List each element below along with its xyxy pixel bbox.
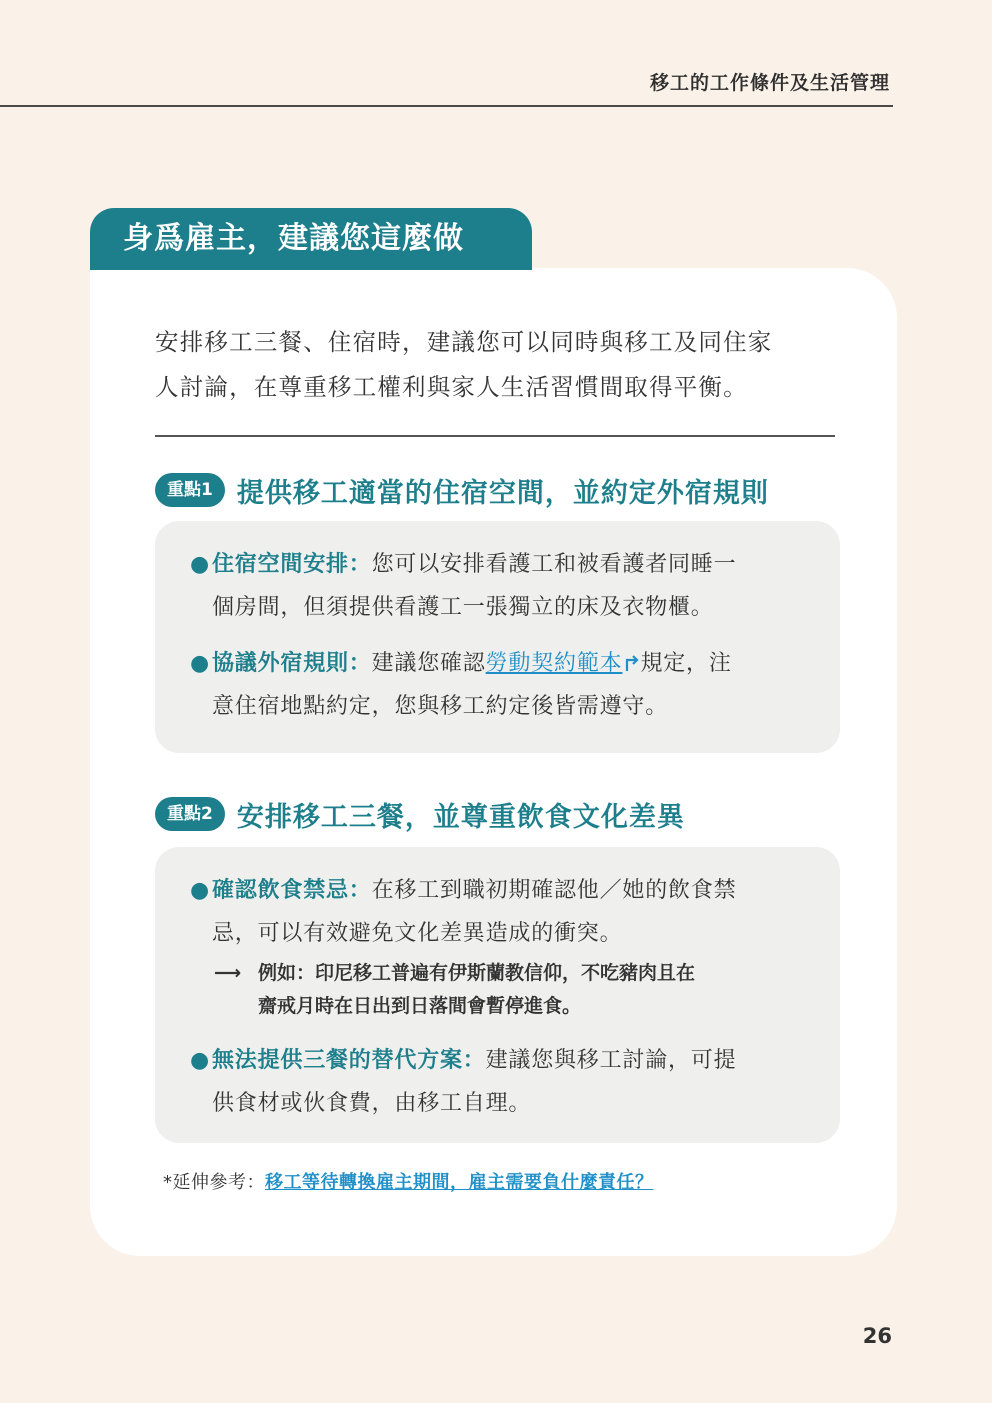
point-title: 提供移工適當的住宿空間，並約定外宿規則 xyxy=(236,477,769,509)
section-title: 身爲雇主，建議您這麼做 xyxy=(90,208,532,270)
running-header: 移工的工作條件及生活管理 xyxy=(649,72,890,94)
reference-prefix: *延伸參考： xyxy=(163,1172,265,1193)
header-rule xyxy=(0,105,893,107)
bullet-icon: ● xyxy=(190,651,210,676)
external-link-icon xyxy=(624,654,640,672)
point-badge: 重點2 xyxy=(155,797,225,831)
item-text: 個房間，但須提供看護工一張獨立的床及衣物櫃。 xyxy=(212,595,714,620)
intro-paragraph xyxy=(155,320,845,410)
arrow-icon: ⟶ xyxy=(214,962,242,984)
point-1-heading xyxy=(155,470,769,510)
list-item xyxy=(190,642,800,728)
further-reference xyxy=(163,1168,654,1194)
page-number: 26 xyxy=(862,1324,892,1348)
intro-line-2: 人討論，在尊重移工權利與家人生活習慣間取得平衡。 xyxy=(155,373,748,401)
bullet-icon: ● xyxy=(190,878,210,903)
item-text: 規定，注 xyxy=(640,651,732,676)
item-text: 建議您與移工討論，可提 xyxy=(485,1048,737,1073)
bullet-icon: ● xyxy=(190,1048,210,1073)
example-text: 齋戒月時在日出到日落間會暫停進食。 xyxy=(258,995,582,1017)
point-2-heading xyxy=(155,794,685,834)
list-item xyxy=(190,543,800,629)
item-text: 意住宿地點約定，您與移工約定後皆需遵守。 xyxy=(212,694,669,719)
list-item xyxy=(190,869,800,955)
item-label: 協議外宿規則： xyxy=(212,651,372,676)
item-label: 住宿空間安排： xyxy=(212,552,372,577)
labor-contract-link[interactable]: 勞動契約範本 xyxy=(486,651,641,676)
divider xyxy=(155,435,835,437)
bullet-icon: ● xyxy=(190,552,210,577)
item-label: 無法提供三餐的替代方案： xyxy=(212,1048,486,1073)
item-label: 確認飲食禁忌： xyxy=(212,878,372,903)
list-item xyxy=(190,1039,800,1125)
example-text: 例如：印尼移工普遍有伊斯蘭教信仰，不吃豬肉且在 xyxy=(258,962,696,984)
item-text: 建議您確認 xyxy=(371,651,486,676)
point-title: 安排移工三餐，並尊重飲食文化差異 xyxy=(236,801,685,833)
item-text: 忌，可以有效避免文化差異造成的衝突。 xyxy=(212,921,623,946)
item-text: 在移工到職初期確認他／她的飲食禁 xyxy=(371,878,737,903)
point-badge: 重點1 xyxy=(155,473,225,507)
reference-link[interactable]: 移工等待轉換雇主期間，雇主需要負什麼責任？ xyxy=(265,1172,654,1193)
example-note xyxy=(214,957,814,1023)
intro-line-1: 安排移工三餐、住宿時，建議您可以同時與移工及同住家 xyxy=(155,328,773,356)
item-text: 供食材或伙食費，由移工自理。 xyxy=(212,1091,532,1116)
item-text: 您可以安排看護工和被看護者同睡一 xyxy=(371,552,737,577)
